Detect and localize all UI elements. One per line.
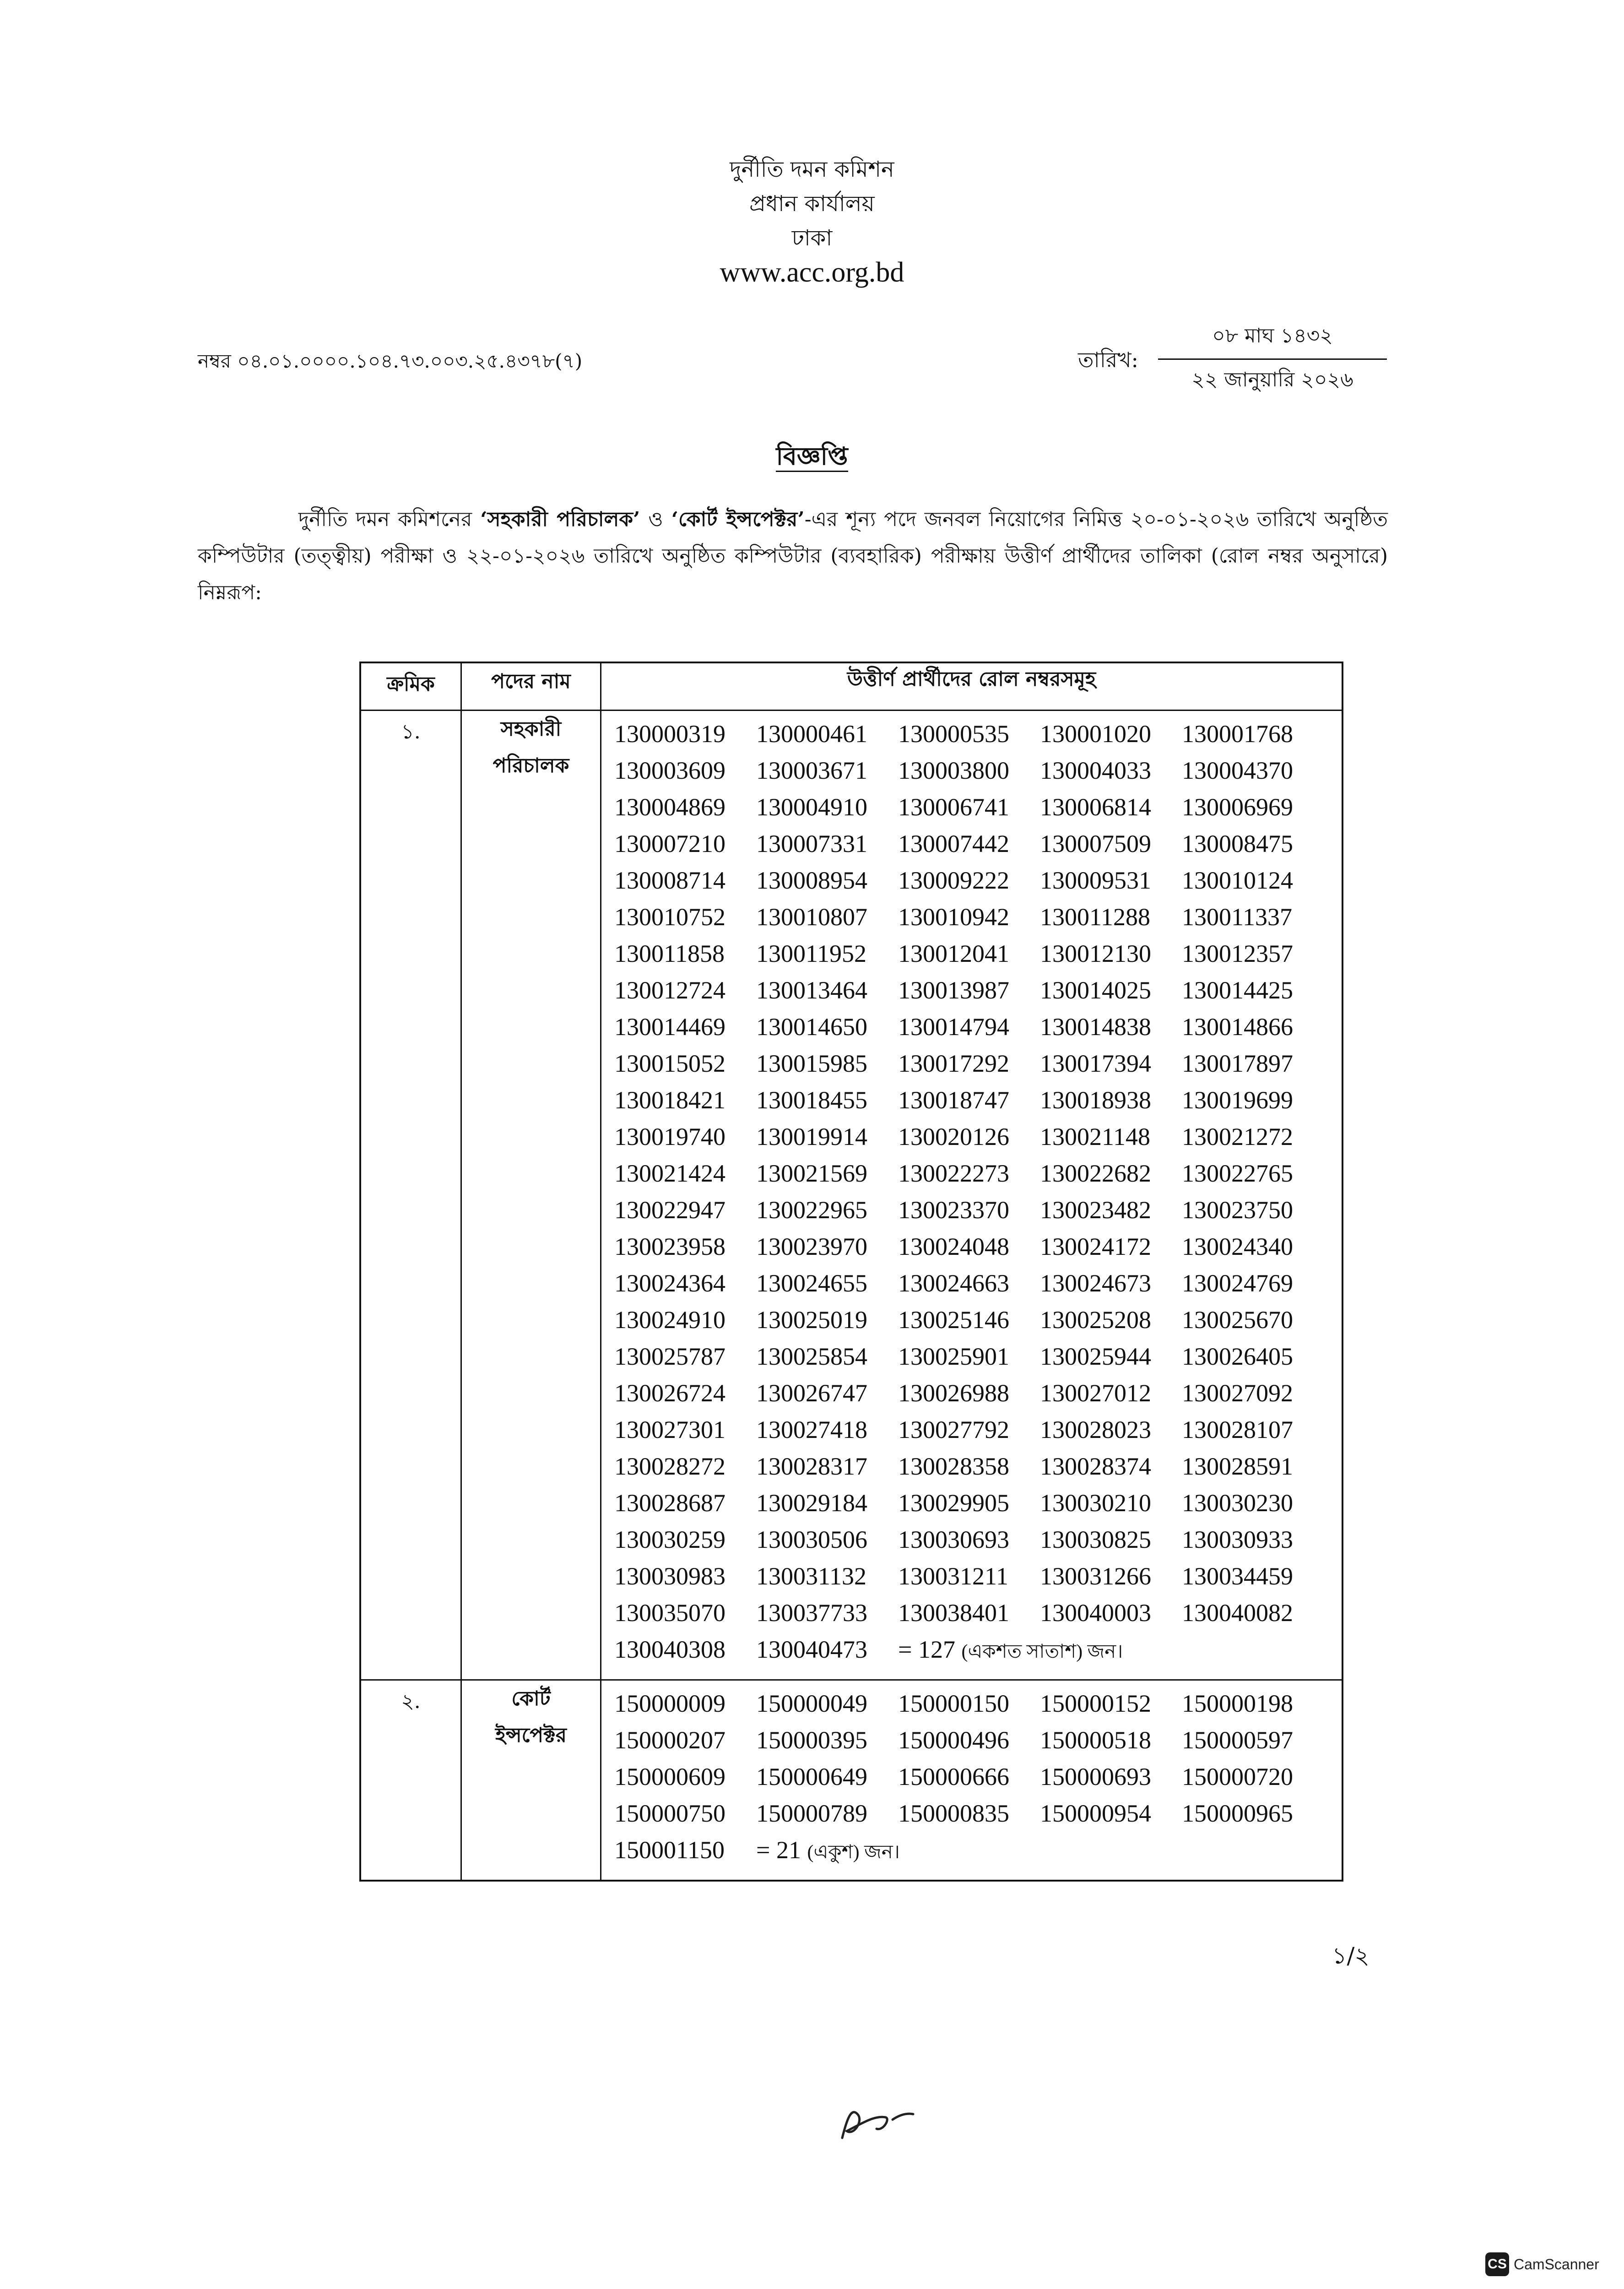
header-post: পদের নাম	[461, 662, 601, 711]
roll-number: 130021569	[756, 1160, 867, 1187]
roll-number: 130025146	[898, 1306, 1009, 1334]
roll-number: 130026747	[756, 1379, 867, 1407]
roll-number: 130028591	[1182, 1453, 1293, 1480]
roll-number: 130029905	[898, 1489, 1009, 1517]
roll-number: 150000049	[756, 1690, 867, 1717]
roll-number: 130022965	[756, 1196, 867, 1224]
post-cell	[461, 1680, 601, 1881]
roll-number: 130009531	[1040, 867, 1151, 894]
roll-number: 150000597	[1182, 1726, 1293, 1754]
roll-number: 130001020	[1040, 720, 1151, 748]
roll-number: 130011288	[1040, 903, 1150, 931]
roll-number: 130025787	[614, 1343, 725, 1370]
roll-number: 130028358	[898, 1453, 1009, 1480]
website: www.acc.org.bd	[720, 257, 904, 288]
roll-number: 130025019	[756, 1306, 867, 1334]
roll-number: 130023750	[1182, 1196, 1293, 1224]
roll-number: 130024172	[1040, 1233, 1151, 1260]
roll-number: 130026724	[614, 1379, 725, 1407]
roll-number: 130006814	[1040, 793, 1151, 821]
roll-number: 130023482	[1040, 1196, 1151, 1224]
intro-part2: ও	[640, 508, 671, 531]
post-line1: কোর্ট	[511, 1687, 551, 1710]
roll-number: 130030210	[1040, 1489, 1151, 1517]
table-header-row	[360, 662, 1343, 711]
roll-number: 130007210	[614, 830, 725, 857]
roll-number: 130004869	[614, 793, 725, 821]
roll-number: 130040003	[1040, 1599, 1151, 1627]
roll-number: 130013987	[898, 976, 1009, 1004]
roll-number: 130034459	[1182, 1562, 1293, 1590]
total-words: (একুশ) জন।	[807, 1842, 900, 1863]
roll-number: 130024769	[1182, 1269, 1293, 1297]
serial-cell: ২.	[360, 1680, 461, 1881]
roll-number: 130028107	[1182, 1416, 1293, 1443]
roll-number: 130030506	[756, 1526, 867, 1553]
roll-number: 130011337	[1182, 903, 1292, 931]
roll-number: 130023958	[614, 1233, 725, 1260]
roll-number: 130000319	[614, 720, 725, 748]
roll-number: 130019914	[756, 1123, 867, 1150]
intro-part1: দুর্নীতি দমন কমিশনের	[298, 508, 481, 531]
roll-number: 130024364	[614, 1269, 725, 1297]
roll-number: 130025670	[1182, 1306, 1293, 1334]
roll-number: 130008714	[614, 867, 725, 894]
roll-number: 130018455	[756, 1086, 867, 1114]
roll-number: 150000518	[1040, 1726, 1151, 1754]
date-english: ২২ জানুয়ারি ২০২৬	[1191, 368, 1353, 391]
roll-number: 130027092	[1182, 1379, 1293, 1407]
roll-number: 130024048	[898, 1233, 1009, 1260]
intro-paragraph	[198, 501, 1388, 611]
post-line2: ইন্সপেক্টর	[495, 1724, 567, 1747]
roll-number: 130021272	[1182, 1123, 1293, 1150]
roll-number: 130000461	[756, 720, 867, 748]
roll-number: 130006969	[1182, 793, 1293, 821]
roll-number: 150000789	[756, 1800, 867, 1827]
roll-number: 130018421	[614, 1086, 725, 1114]
roll-number: 130022682	[1040, 1160, 1151, 1187]
roll-number: 150000720	[1182, 1763, 1293, 1790]
roll-number: 130014469	[614, 1013, 725, 1041]
header-serial: ক্রমিক	[360, 662, 461, 711]
roll-number: 130030259	[614, 1526, 725, 1553]
city-name: ঢাকা	[791, 225, 833, 251]
roll-number: 130017292	[898, 1050, 1009, 1077]
roll-number: 130011858	[614, 940, 725, 967]
page-number: ১/২	[1332, 1942, 1370, 1969]
intro-part3: -এর শূন্য পদে জনবল নিয়োগের নিমিত্ত ২০-০১-২০২৬ তারিখে অনুষ্ঠিত কম্পিউটার (তত্ত্বীয়) পরীক্ষা ও ২২-০১-২০২৬ তারিখে অনুষ্ঠিত কম্পিউটার (ব্যবহারিক) পরীক্ষায় উত্তীর্ণ প্রার্থীদের তালিকা (রোল নম্বর অনুসারে) নিম্নরূপ:	[198, 508, 1388, 604]
intro-post1: ‘সহকারী পরিচালক’	[480, 508, 640, 531]
roll-number: 130018747	[898, 1086, 1009, 1114]
roll-number: 130003671	[756, 757, 867, 784]
roll-number: 130031132	[756, 1562, 866, 1590]
roll-number: 150000693	[1040, 1763, 1151, 1790]
roll-number: 130019699	[1182, 1086, 1293, 1114]
roll-number: 130001768	[1182, 720, 1293, 748]
table-row-court-inspector	[360, 1680, 1343, 1881]
roll-number: 130007442	[898, 830, 1009, 857]
roll-number: 130013464	[756, 976, 867, 1004]
roll-number: 150000009	[614, 1690, 725, 1717]
roll-number: 130026405	[1182, 1343, 1293, 1370]
roll-number: 150000198	[1182, 1690, 1293, 1717]
office-name: প্রধান কার্যালয়	[749, 191, 875, 217]
roll-number: 130040308	[614, 1636, 725, 1663]
roll-number: 150000954	[1040, 1800, 1151, 1827]
roll-number: 130035070	[614, 1599, 725, 1627]
roll-number: 130022947	[614, 1196, 725, 1224]
roll-number: 130014838	[1040, 1013, 1151, 1041]
org-name: দুর্নীতি দমন কমিশন	[730, 157, 894, 182]
roll-number: 130014425	[1182, 976, 1293, 1004]
results-table	[359, 662, 1343, 1882]
roll-number: 130003800	[898, 757, 1009, 784]
roll-number: 130000535	[898, 720, 1009, 748]
notice-title	[0, 437, 1624, 478]
roll-number: 130029184	[756, 1489, 867, 1517]
post-cell	[461, 711, 601, 1680]
post-line1: সহকারী	[500, 717, 562, 741]
roll-number: 130028374	[1040, 1453, 1151, 1480]
roll-number: 130028687	[614, 1489, 725, 1517]
date-bangla: ০৮ মাঘ ১৪৩২	[1158, 320, 1387, 360]
roll-number: 130004910	[756, 793, 867, 821]
roll-number: 130024663	[898, 1269, 1009, 1297]
roll-number: 130027012	[1040, 1379, 1151, 1407]
roll-number: 130040473	[756, 1636, 867, 1663]
roll-number: 130038401	[898, 1599, 1009, 1627]
serial-cell: ১.	[360, 711, 461, 1680]
camscanner-text: CamScanner	[1514, 2256, 1599, 2273]
roll-number: 130014794	[898, 1013, 1009, 1041]
roll-number: 130007331	[756, 830, 867, 857]
header-rolls: উত্তীর্ণ প্রার্থীদের রোল নম্বরসমূহ	[601, 662, 1343, 711]
roll-number: 130040082	[1182, 1599, 1293, 1627]
roll-number: 130019740	[614, 1123, 725, 1150]
roll-number: 130025854	[756, 1343, 867, 1370]
roll-number: 130031266	[1040, 1562, 1151, 1590]
roll-number: 130028317	[756, 1453, 867, 1480]
post-line2: পরিচালক	[493, 754, 569, 777]
total-words: (একশত সাতাশ) জন।	[961, 1641, 1123, 1662]
roll-number: 130010942	[898, 903, 1009, 931]
roll-number: 130024340	[1182, 1233, 1293, 1260]
roll-number: 130012041	[898, 940, 1009, 967]
roll-number: 130012724	[614, 976, 725, 1004]
roll-number: 130027301	[614, 1416, 725, 1443]
roll-number: 150000835	[898, 1800, 1009, 1827]
roll-number: 130010752	[614, 903, 725, 931]
roll-number: 150000750	[614, 1800, 725, 1827]
total-count	[898, 1636, 1123, 1663]
roll-number: 130030983	[614, 1562, 725, 1590]
roll-number: 150001150	[614, 1836, 725, 1864]
roll-number: 130027792	[898, 1416, 1009, 1443]
rolls-cell	[601, 711, 1343, 1680]
roll-number: 130030230	[1182, 1489, 1293, 1517]
roll-list	[614, 716, 1336, 1670]
camscanner-logo-icon: CS	[1485, 2252, 1509, 2276]
roll-number: 130030933	[1182, 1526, 1293, 1553]
roll-number: 130023970	[756, 1233, 867, 1260]
roll-number: 150000649	[756, 1763, 867, 1790]
roll-number: 130004033	[1040, 757, 1151, 784]
roll-number: 130004370	[1182, 757, 1293, 784]
roll-number: 150000609	[614, 1763, 725, 1790]
roll-number: 130003609	[614, 757, 725, 784]
roll-number: 150000666	[898, 1763, 1009, 1790]
roll-number: 130015985	[756, 1050, 867, 1077]
roll-number: 130025901	[898, 1343, 1009, 1370]
roll-number: 130018938	[1040, 1086, 1151, 1114]
table-row-assistant-director	[360, 711, 1343, 1680]
roll-number: 130028272	[614, 1453, 725, 1480]
roll-number: 150000965	[1182, 1800, 1293, 1827]
roll-number: 150000207	[614, 1726, 725, 1754]
roll-number: 130011952	[756, 940, 866, 967]
roll-number: 130012130	[1040, 940, 1151, 967]
roll-number: 130024910	[614, 1306, 725, 1334]
roll-number: 130037733	[756, 1599, 867, 1627]
rolls-cell	[601, 1680, 1343, 1881]
notice-title-text: বিজ্ঞপ্তি	[776, 441, 848, 472]
roll-number: 130010124	[1182, 867, 1293, 894]
roll-number: 130022765	[1182, 1160, 1293, 1187]
roll-number: 130025208	[1040, 1306, 1151, 1334]
roll-number: 130025944	[1040, 1343, 1151, 1370]
date-label: তারিখ:	[1078, 347, 1139, 372]
roll-number: 130009222	[898, 867, 1009, 894]
roll-number: 130008954	[756, 867, 867, 894]
roll-number: 150000395	[756, 1726, 867, 1754]
camscanner-watermark	[1485, 2252, 1599, 2276]
roll-number: 130031211	[898, 1562, 1008, 1590]
roll-number: 150000496	[898, 1726, 1009, 1754]
roll-number: 130014025	[1040, 976, 1151, 1004]
roll-number: 130024673	[1040, 1269, 1151, 1297]
roll-number: 130030693	[898, 1526, 1009, 1553]
roll-number: 130017394	[1040, 1050, 1151, 1077]
roll-number: 130028023	[1040, 1416, 1151, 1443]
roll-number: 130030825	[1040, 1526, 1151, 1553]
memo-number: নম্বর ০৪.০১.০০০০.১০৪.৭৩.০০৩.২৫.৪৩৭৮(৭)	[198, 350, 583, 372]
roll-number: 130006741	[898, 793, 1009, 821]
roll-number: 130024655	[756, 1269, 867, 1297]
date-box	[1158, 320, 1387, 398]
roll-number: 130026988	[898, 1379, 1009, 1407]
roll-number: 130021424	[614, 1160, 725, 1187]
roll-number: 130007509	[1040, 830, 1151, 857]
roll-number: 150000152	[1040, 1690, 1151, 1717]
roll-number: 130020126	[898, 1123, 1009, 1150]
total-number: = 127	[898, 1636, 962, 1663]
total-number: = 21	[756, 1836, 807, 1864]
roll-number: 130014650	[756, 1013, 867, 1041]
roll-number: 130017897	[1182, 1050, 1293, 1077]
roll-number: 130022273	[898, 1160, 1009, 1187]
roll-number: 130012357	[1182, 940, 1293, 967]
signature	[833, 2088, 934, 2147]
roll-number: 130010807	[756, 903, 867, 931]
total-count	[756, 1836, 900, 1864]
roll-number: 130023370	[898, 1196, 1009, 1224]
roll-number: 130021148	[1040, 1123, 1150, 1150]
roll-number: 130015052	[614, 1050, 725, 1077]
intro-post2: ‘কোর্ট ইন্সপেক্টর’	[671, 508, 805, 531]
roll-number: 150000150	[898, 1690, 1009, 1717]
roll-number: 130008475	[1182, 830, 1293, 857]
roll-number: 130014866	[1182, 1013, 1293, 1041]
roll-list	[614, 1685, 1336, 1871]
roll-number: 130027418	[756, 1416, 867, 1443]
